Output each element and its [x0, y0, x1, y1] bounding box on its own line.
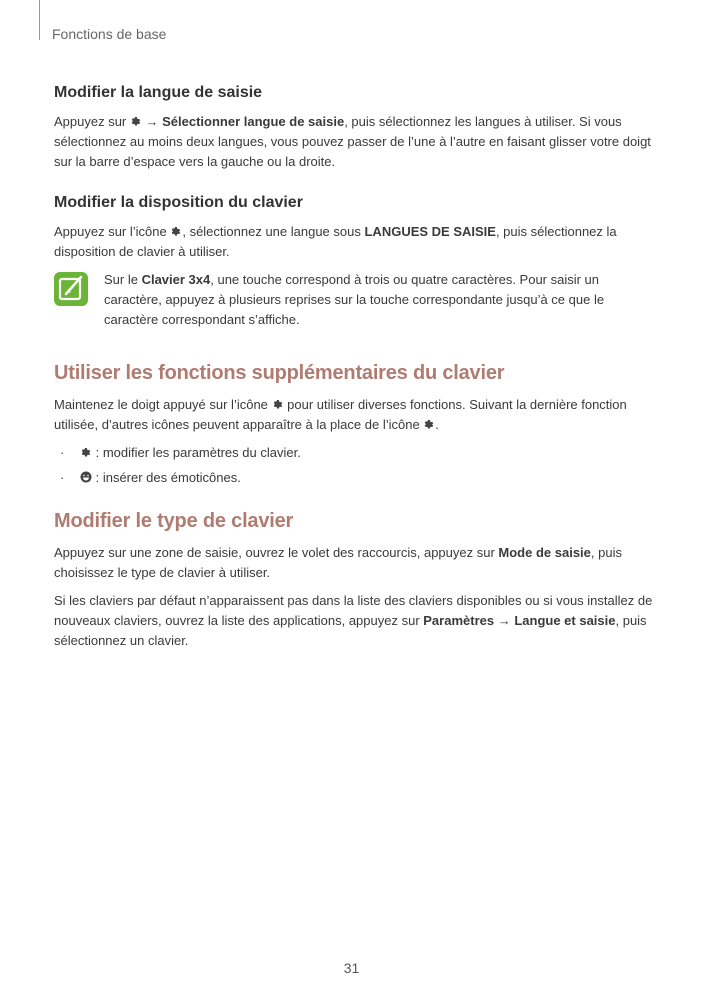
bold-text: Sélectionner langue de saisie — [162, 114, 345, 129]
list-item — [54, 468, 654, 488]
bullet-dot: · — [60, 445, 65, 460]
heading-fonctions-supplementaires: Utiliser les fonctions supplémentaires du clavier — [54, 362, 505, 384]
text: Appuyez sur l’icône — [54, 224, 171, 239]
paragraph-langue — [54, 112, 654, 172]
bullet-list — [54, 443, 654, 488]
paragraph-type-1 — [54, 543, 654, 583]
bold-text: Langue et saisie — [514, 613, 616, 628]
text: : insérer des émoticônes. — [92, 470, 241, 485]
gear-icon — [130, 115, 142, 127]
note-text — [104, 270, 654, 330]
heading-modifier-disposition: Modifier la disposition du clavier — [54, 194, 303, 211]
note-block — [54, 270, 654, 330]
bold-text: Mode de saisie — [498, 545, 591, 560]
paragraph-type-2 — [54, 591, 654, 651]
text: , puis choisissez le type de clavier à utiliser. — [54, 545, 622, 580]
text: , puis sélectionnez les langues à utiliser. Si vous sélectionnez au moins deux langues, vous pouvez passer de l’une à l’autre en faisant glisser votre doigt sur la barre d’espace vers la gauche ou la droite. — [54, 114, 651, 169]
bullet-dot: · — [60, 470, 65, 485]
text: Appuyez sur — [54, 114, 130, 129]
bold-text: Clavier 3x4 — [141, 272, 211, 287]
gear-icon — [423, 418, 435, 430]
text: , puis sélectionnez un clavier. — [54, 613, 647, 648]
arrow: → — [141, 114, 163, 129]
header-rule — [39, 0, 40, 40]
paragraph-disposition — [54, 222, 654, 262]
page-content — [54, 84, 654, 659]
text: , puis sélectionnez la disposition de clavier à utiliser. — [54, 224, 617, 259]
emoticon-icon — [80, 471, 92, 483]
gear-icon — [80, 446, 92, 458]
text: Maintenez le doigt appuyé sur l’icône — [54, 397, 272, 412]
bold-text: LANGUES DE SAISIE — [364, 224, 496, 239]
text: Appuyez sur une zone de saisie, ouvrez le volet des raccourcis, appuyez sur — [54, 545, 499, 560]
gear-icon — [170, 225, 182, 237]
gear-icon — [272, 398, 284, 410]
list-item — [54, 443, 654, 463]
text: : modifier les paramètres du clavier. — [92, 445, 301, 460]
note-icon — [54, 272, 88, 306]
bold-text: Paramètres — [423, 613, 495, 628]
text: Si les claviers par défaut n’apparaissent pas dans la liste des claviers disponibles ou si vous installez de nouveaux claviers, ouvrez la liste des applications, appuyez sur — [54, 593, 653, 628]
text: Sur le — [104, 272, 142, 287]
text: , une touche correspond à trois ou quatre caractères. Pour saisir un caractère, appuyez à plusieurs reprises sur la touche correspondante jusqu’à ce que le caractère correspondant s’affiche. — [104, 272, 605, 327]
page-number: 31 — [343, 960, 360, 976]
text: pour utiliser diverses fonctions. Suivant la dernière fonction utilisée, d’autres icônes peuvent apparaître à la place de l’icône — [54, 397, 627, 432]
paragraph-fonctions — [54, 395, 654, 435]
section-header: Fonctions de base — [52, 26, 167, 42]
text: . — [435, 417, 439, 432]
heading-modifier-langue: Modifier la langue de saisie — [54, 84, 263, 101]
arrow: → — [494, 613, 515, 628]
heading-type-clavier: Modifier le type de clavier — [54, 510, 294, 532]
text: , sélectionnez une langue sous — [182, 224, 365, 239]
